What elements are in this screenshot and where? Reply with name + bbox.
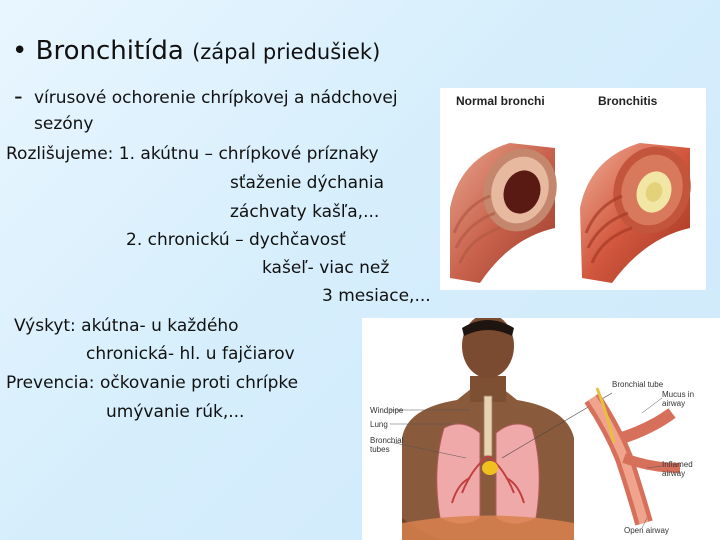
label-bronchitis: Bronchitis bbox=[598, 94, 658, 108]
anatomy-figure bbox=[362, 318, 720, 540]
bronchi-comparison-figure bbox=[440, 88, 706, 290]
title-bullet: • bbox=[12, 36, 28, 66]
label-normal-bronchi: Normal bronchi bbox=[456, 94, 545, 108]
anatomy-illustration bbox=[362, 318, 720, 540]
bronchi-illustration bbox=[440, 88, 706, 290]
distinguish-acute: Rozlišujeme: 1. akútnu – chrípkové príznaky bbox=[6, 144, 379, 164]
intro-line: vírusové ochorenie chrípkovej a nádchovej bbox=[34, 88, 398, 108]
distinguish-acute-c: záchvaty kašľa,... bbox=[230, 202, 380, 222]
normal-bronchus-illustration bbox=[450, 138, 568, 283]
title-main: Bronchitída bbox=[35, 36, 184, 66]
label-bronchial-tubes: Bronchial tubes bbox=[370, 436, 404, 454]
occurrence-line-1: Výskyt: akútna- u každého bbox=[14, 316, 239, 336]
distinguish-chronic-c: 3 mesiace,... bbox=[322, 286, 431, 306]
label-windpipe: Windpipe bbox=[370, 406, 404, 415]
label-open-airway: Open airway bbox=[624, 526, 669, 535]
prevention-line-2: umývanie rúk,... bbox=[106, 402, 245, 422]
label-lung: Lung bbox=[370, 420, 388, 429]
bronchitis-illustration bbox=[580, 136, 703, 283]
title-sub: (zápal priedušiek) bbox=[192, 40, 381, 64]
label-mucus: Mucus in airway bbox=[662, 390, 695, 408]
distinguish-chronic-b: kašeľ- viac než bbox=[262, 258, 390, 278]
slide-title bbox=[12, 36, 380, 66]
intro-line-2: sezóny bbox=[34, 114, 94, 134]
distinguish-acute-b: sťaženie dýchania bbox=[230, 173, 384, 193]
label-inflamed: Inflamed airway bbox=[662, 460, 693, 478]
distinguish-chronic: 2. chronickú – dychčavosť bbox=[126, 230, 346, 250]
occurrence-line-2: chronická- hl. u fajčiarov bbox=[86, 344, 295, 364]
label-bronchial-tube: Bronchial tube bbox=[612, 380, 664, 389]
intro-dash: - bbox=[14, 82, 23, 110]
prevention-line-1: Prevencia: očkovanie proti chrípke bbox=[6, 373, 299, 393]
